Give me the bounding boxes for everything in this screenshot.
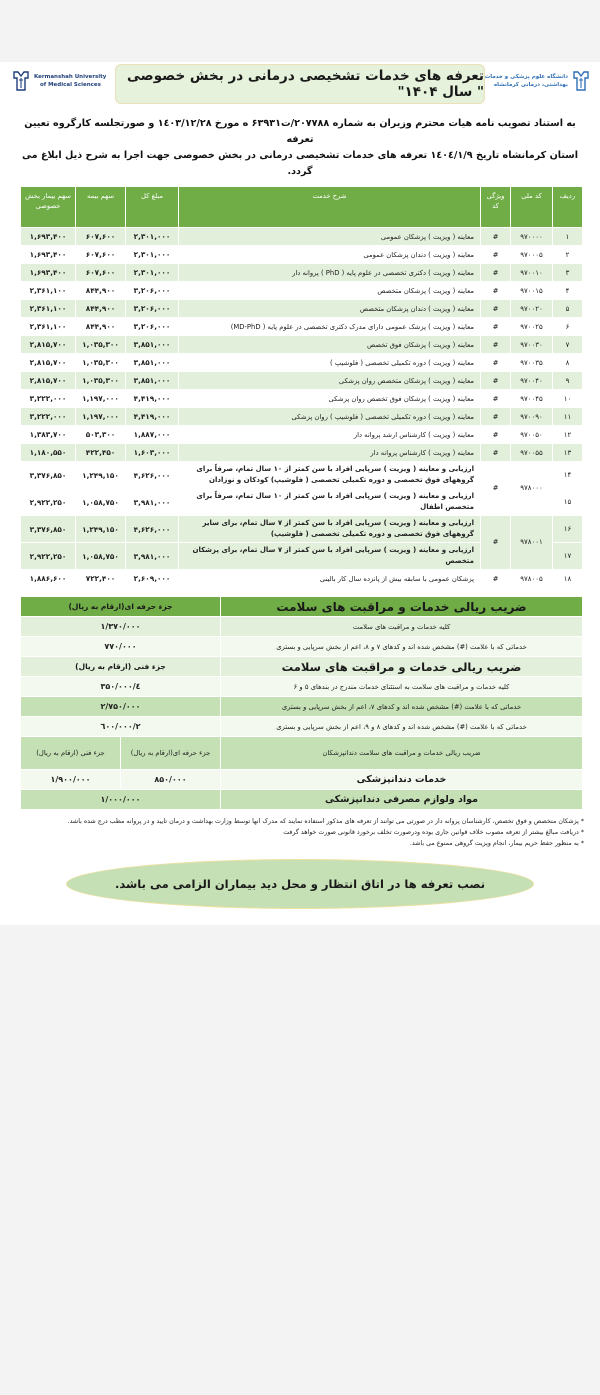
code-feature: # [481, 300, 511, 318]
service-description: ارزیابی و معاینه ( ویزیت ) سرپایی افراد با سن کمتر از ۱۰ سال تمام، صرفاً برای گروههای فوق تخصصی و دوره تکمیلی تخصصی ( فلوشیپ) کودکان و نوزادان [179, 462, 481, 489]
service-description: معاینه ( ویزیت ) پزشکان متخصص روان پزشکی [179, 372, 481, 390]
national-code: ۹۷۰۰۵۰ [511, 426, 553, 444]
page-title: تعرفه های خدمات تشخیصی درمانی در بخش خصوصی " سال ۱۴۰۴" [127, 68, 484, 100]
patient-share: ۳,۲۲۲,۰۰۰ [21, 408, 76, 426]
table-row [21, 408, 583, 426]
coef-desc: خدماتی که با علامت (#) مشخص شده اند و کدهای ۷، اعم از بخش سرپایی و بستری [221, 697, 583, 717]
national-code: ۹۷۰۰۹۰ [511, 408, 553, 426]
coef-value: ٤/۳۵۰/۰۰۰ [21, 677, 221, 697]
row-number: ۱۶ [553, 516, 583, 543]
national-code: ۹۷۰۰۱۵ [511, 282, 553, 300]
code-feature: # [481, 372, 511, 390]
table-row [21, 300, 583, 318]
total-amount: ۳,۸۵۱,۰۰۰ [126, 354, 179, 372]
patient-share: ۱,۸۸۶,۶۰۰ [21, 570, 76, 588]
row-number: ۴ [553, 282, 583, 300]
total-amount: ۱,۸۸۷,۰۰۰ [126, 426, 179, 444]
total-amount: ۴,۶۲۶,۰۰۰ [126, 462, 179, 489]
coef-section1-header [21, 597, 583, 617]
patient-share: ۲,۳۶۱,۱۰۰ [21, 300, 76, 318]
coef-desc: خدماتی که با علامت (#) مشخص شده اند و کدهای ۸ و ۹، اعم از بخش سرپایی و بستری [221, 717, 583, 737]
total-amount: ۳,۲۰۶,۰۰۰ [126, 282, 179, 300]
total-amount: ۴,۴۱۹,۰۰۰ [126, 408, 179, 426]
patient-share: ۱,۶۹۳,۴۰۰ [21, 246, 76, 264]
national-code: ۹۷۰۰۴۰ [511, 372, 553, 390]
tariff-sheet [0, 62, 600, 925]
coef-value: ۲/٦۰۰/۰۰۰ [21, 717, 221, 737]
row-number: ۱۴ [553, 462, 583, 489]
coef-row [21, 637, 583, 657]
national-code: ۹۷۸۰۰۵ [511, 570, 553, 588]
coef-section3-header [21, 737, 583, 770]
coef-section3-title: ضریب ریالی خدمات و مراقبت های سلامت دندانپزشکان [221, 737, 583, 770]
table-row [21, 570, 583, 588]
table-row [21, 390, 583, 408]
row-number: ۱۳ [553, 444, 583, 462]
service-description: معاینه ( ویزیت ) پزشکان فوق تخصص روان پزشکی [179, 390, 481, 408]
coef-section2-header [21, 657, 583, 677]
service-description: معاینه ( ویزیت ) پزشکان فوق تخصص [179, 336, 481, 354]
col-header-code-feature: ویژگی کد [481, 187, 511, 228]
note-item: * دریافت مبالغ بیشتر از تعرفه مصوب خلاف قوانین جاری بوده ودرصورت تخلف برخورد قانونی صورت خواهد گرفت [283, 829, 584, 836]
service-description: معاینه ( ویزیت ) دوره تکمیلی تخصصی ( فلوشیپ ) روان پزشکی [179, 408, 481, 426]
logo-right-line1: دانشگاه علوم پزشکی و خدمات [484, 74, 568, 80]
row-number: ۱۷ [553, 543, 583, 570]
coef-section2-title: ضریب ریالی خدمات و مراقبت های سلامت [221, 657, 583, 677]
row-number: ۱۰ [553, 390, 583, 408]
service-description: معاینه ( ویزیت ) پزشکان متخصص [179, 282, 481, 300]
row-number: ۷ [553, 336, 583, 354]
service-description: معاینه ( ویزیت ) کارشناس ارشد پروانه دار [179, 426, 481, 444]
insurance-share: ۱,۰۳۵,۳۰۰ [76, 372, 126, 390]
patient-share: ۳,۲۲۲,۰۰۰ [21, 390, 76, 408]
insurance-share: ۶۰۷,۶۰۰ [76, 264, 126, 282]
service-description: معاینه ( ویزیت ) دکتری تخصصی در علوم پایه ( PhD ) پروانه دار [179, 264, 481, 282]
row-number: ۳ [553, 264, 583, 282]
row-number: ۱۸ [553, 570, 583, 588]
logo-left-line1: Kermanshah University [34, 74, 107, 80]
total-amount: ۳,۸۵۱,۰۰۰ [126, 336, 179, 354]
patient-share: ۲,۹۲۲,۲۵۰ [21, 543, 76, 570]
col-header-row: ردیف [553, 187, 583, 228]
insurance-share: ۱,۰۳۵,۳۰۰ [76, 336, 126, 354]
insurance-share: ۱,۱۹۷,۰۰۰ [76, 390, 126, 408]
coef-row [21, 717, 583, 737]
intro-line-1: به استناد تصویب نامه هیات محترم وزیران به شماره ۲۰۷۷۸۸/ت۶۳۹۳۱ ه مورخ ۱٤۰۳/۱۲/۲۸ و صورتجلسه کارگروه تعیین تعرفه [24, 118, 576, 145]
code-feature: # [481, 462, 511, 516]
notice-banner-text: نصب تعرفه ها در اتاق انتظار و محل دید بیماران الزامی می باشد. [114, 877, 486, 891]
row-number: ۱ [553, 228, 583, 246]
total-amount: ۳,۹۸۱,۰۰۰ [126, 489, 179, 516]
total-amount: ۲,۳۰۱,۰۰۰ [126, 228, 179, 246]
intro-paragraph [14, 116, 586, 180]
insurance-share: ۸۴۴,۹۰۰ [76, 282, 126, 300]
insurance-share: ۱,۲۴۹,۱۵۰ [76, 516, 126, 543]
table-row [21, 516, 583, 543]
insurance-share: ۱,۲۴۹,۱۵۰ [76, 462, 126, 489]
patient-share: ۳,۳۷۶,۸۵۰ [21, 462, 76, 489]
patient-share: ۲,۹۲۲,۲۵۰ [21, 489, 76, 516]
insurance-share: ۶۰۷,۶۰۰ [76, 228, 126, 246]
code-feature: # [481, 408, 511, 426]
table-row [21, 282, 583, 300]
coef-value: ۱/۳۷۰/۰۰۰ [21, 617, 221, 637]
col-header-patient-share: سهم بیمار بخش خصوصی [21, 187, 76, 228]
table-row [21, 444, 583, 462]
national-code: ۹۷۰۰۰۰ [511, 228, 553, 246]
code-feature: # [481, 426, 511, 444]
insurance-share: ۸۴۴,۹۰۰ [76, 318, 126, 336]
patient-share: ۲,۸۱۵,۷۰۰ [21, 336, 76, 354]
dental-materials-label: مواد ولوازم مصرفی دندانپزشکی [221, 790, 583, 810]
patient-share: ۲,۳۶۱,۱۰۰ [21, 282, 76, 300]
page-header [0, 62, 600, 108]
service-description: معاینه ( ویزیت ) دندان پزشکان متخصص [179, 300, 481, 318]
table-row [21, 228, 583, 246]
coefficient-table [20, 596, 583, 810]
table-row [21, 264, 583, 282]
code-feature: # [481, 246, 511, 264]
coef-row [21, 617, 583, 637]
national-code: ۹۷۸۰۰۰ [511, 462, 553, 516]
table-row [21, 354, 583, 372]
table-row [21, 336, 583, 354]
patient-share: ۱,۶۹۳,۴۰۰ [21, 228, 76, 246]
patient-share: ۲,۸۱۵,۷۰۰ [21, 372, 76, 390]
total-amount: ۱,۶۰۳,۰۰۰ [126, 444, 179, 462]
table-row [21, 318, 583, 336]
coef-section3-technical-header: جزء فنی (ارقام به ریال) [21, 737, 121, 770]
code-feature: # [481, 516, 511, 570]
insurance-share: ۶۰۷,۶۰۰ [76, 246, 126, 264]
col-header-description: شرح خدمت [179, 187, 481, 228]
row-number: ۱۲ [553, 426, 583, 444]
row-number: ۸ [553, 354, 583, 372]
note-item: * به منظور حفظ حریم بیمار، انجام ویزیت گروهی ممنوع می باشد. [409, 840, 584, 847]
service-description: معاینه ( ویزیت ) دندان پزشکان عمومی [179, 246, 481, 264]
code-feature: # [481, 444, 511, 462]
service-description: معاینه ( ویزیت ) کارشناس پروانه دار [179, 444, 481, 462]
row-number: ۶ [553, 318, 583, 336]
coef-value: ۲/۷۵۰/۰۰۰ [21, 697, 221, 717]
patient-share: ۱,۳۸۳,۷۰۰ [21, 426, 76, 444]
total-amount: ۲,۶۰۹,۰۰۰ [126, 570, 179, 588]
row-number: ۹ [553, 372, 583, 390]
insurance-share: ۱,۰۵۸,۷۵۰ [76, 543, 126, 570]
service-description: پزشکان عمومی با سابقه بیش از پانزده سال کار بالینی [179, 570, 481, 588]
col-header-insurance-share: سهم بیمه [76, 187, 126, 228]
table-row [21, 246, 583, 264]
table-row [21, 372, 583, 390]
service-description: معاینه ( ویزیت ) پزشک عمومی دارای مدرک دکتری تخصصی در علوم پایه ( MD-PhD) [179, 318, 481, 336]
table-row [21, 462, 583, 489]
coef-row-dental [21, 770, 583, 790]
national-code: ۹۷۰۰۲۰ [511, 300, 553, 318]
insurance-share: ۸۴۴,۹۰۰ [76, 300, 126, 318]
row-number: ۱۱ [553, 408, 583, 426]
total-amount: ۳,۲۰۶,۰۰۰ [126, 300, 179, 318]
dental-technical-value: ۱/۹۰۰/۰۰۰ [21, 770, 121, 790]
service-description: ارزیابی و معاینه ( ویزیت ) سرپایی افراد با سن کمتر از ۷ سال تمام، برای پزشکان متخصص [179, 543, 481, 570]
intro-line-2: استان کرمانشاه تاریخ ۱٤۰٤/۱/۹ تعرفه های خدمات تشخیصی درمانی در بخش خصوصی جهت اجرا به شرح ذیل ابلاغ می گردد. [21, 150, 579, 177]
total-amount: ۲,۳۰۱,۰۰۰ [126, 246, 179, 264]
code-feature: # [481, 264, 511, 282]
coef-desc: خدماتی که با علامت (#) مشخص شده اند و کدهای ۷ و ۸، اعم از بخش سرپایی و بستری [221, 637, 583, 657]
total-amount: ۴,۶۲۶,۰۰۰ [126, 516, 179, 543]
coef-section1-title: ضریب ریالی خدمات و مراقبت های سلامت [221, 597, 583, 617]
logo-right-line2: بهداشتی، درمانی کرمانشاه [493, 82, 568, 88]
national-code: ۹۷۰۰۱۰ [511, 264, 553, 282]
service-description: معاینه ( ویزیت ) پزشکان عمومی [179, 228, 481, 246]
coef-section1-value-header: جزء حرفه ای(ارقام به ریال) [21, 597, 221, 617]
notice-banner [66, 859, 534, 909]
coef-value: ۷۷۰/۰۰۰ [21, 637, 221, 657]
national-code: ۹۷۸۰۰۱ [511, 516, 553, 570]
coef-section2-value-header: جزء فنی (ارقام به ریال) [21, 657, 221, 677]
note-item: * پزشکان متخصص و فوق تخصص، کارشناسان پروانه دار در صورتی می توانند از تعرفه های مذکور استفاده نمایند که مدرک انها توسط وزارت بهداشت و درمان تایید و در پروانه مطب درج شده باشد. [67, 818, 584, 825]
insurance-share: ۱,۰۳۵,۳۰۰ [76, 354, 126, 372]
national-code: ۹۷۰۰۲۵ [511, 318, 553, 336]
insurance-share: ۱,۱۹۷,۰۰۰ [76, 408, 126, 426]
logo-left-line2: of Medical Sciences [40, 82, 101, 88]
coef-row [21, 697, 583, 717]
insurance-share: ۱,۰۵۸,۷۵۰ [76, 489, 126, 516]
university-emblem-icon [572, 70, 590, 92]
total-amount: ۳,۹۸۱,۰۰۰ [126, 543, 179, 570]
coef-desc: کلیه خدمات و مراقبت های سلامت [221, 617, 583, 637]
patient-share: ۲,۳۶۱,۱۰۰ [21, 318, 76, 336]
insurance-share: ۵۰۳,۳۰۰ [76, 426, 126, 444]
service-description: ارزیابی و معاینه ( ویزیت ) سرپایی افراد با سن کمتر از ۷ سال تمام، برای سایر گروههای فوق تخصصی و دوره تکمیلی تخصصی ( فلوشیپ) [179, 516, 481, 543]
table-row [21, 426, 583, 444]
code-feature: # [481, 282, 511, 300]
logo-kermanshah-english [12, 70, 106, 92]
col-header-total: مبلغ کل [126, 187, 179, 228]
service-description: ارزیابی و معاینه ( ویزیت ) سرپایی افراد با سن کمتر از ۱۰ سال تمام، صرفاً برای متخصص اطفال [179, 489, 481, 516]
total-amount: ۴,۴۱۹,۰۰۰ [126, 390, 179, 408]
national-code: ۹۷۰۰۳۰ [511, 336, 553, 354]
national-code: ۹۷۰۰۳۵ [511, 354, 553, 372]
patient-share: ۳,۳۷۶,۸۵۰ [21, 516, 76, 543]
tariff-table [20, 186, 583, 588]
coef-row-dental-materials [21, 790, 583, 810]
total-amount: ۲,۳۰۱,۰۰۰ [126, 264, 179, 282]
code-feature: # [481, 318, 511, 336]
coef-section3-professional-header: جزء حرفه ای(ارقام به ریال) [121, 737, 221, 770]
row-number: ۲ [553, 246, 583, 264]
coef-row [21, 677, 583, 697]
total-amount: ۳,۸۵۱,۰۰۰ [126, 372, 179, 390]
insurance-share: ۴۲۲,۴۵۰ [76, 444, 126, 462]
patient-share: ۲,۸۱۵,۷۰۰ [21, 354, 76, 372]
row-number: ۱۵ [553, 489, 583, 516]
tariff-table-header [21, 187, 583, 228]
national-code: ۹۷۰۰۵۵ [511, 444, 553, 462]
code-feature: # [481, 336, 511, 354]
national-code: ۹۷۰۰۰۵ [511, 246, 553, 264]
coef-desc: کلیه خدمات و مراقبت های سلامت به استثنای خدمات مندرج در بندهای ۵ و ۶ [221, 677, 583, 697]
total-amount: ۳,۲۰۶,۰۰۰ [126, 318, 179, 336]
patient-share: ۱,۶۹۳,۴۰۰ [21, 264, 76, 282]
code-feature: # [481, 228, 511, 246]
national-code: ۹۷۰۰۴۵ [511, 390, 553, 408]
notes-list [18, 816, 584, 849]
code-feature: # [481, 570, 511, 588]
row-number: ۵ [553, 300, 583, 318]
dental-materials-value: ۱/۰۰۰/۰۰۰ [21, 790, 221, 810]
dental-professional-value: ۸۵۰/۰۰۰ [121, 770, 221, 790]
code-feature: # [481, 390, 511, 408]
university-emblem-icon [12, 70, 30, 92]
page-title-box [115, 64, 485, 104]
insurance-share: ۷۲۲,۴۰۰ [76, 570, 126, 588]
dental-services-label: خدمات دندانپزشکی [221, 770, 583, 790]
patient-share: ۱,۱۸۰,۵۵۰ [21, 444, 76, 462]
service-description: معاینه ( ویزیت ) دوره تکمیلی تخصصی ( فلوشیپ ) [179, 354, 481, 372]
logo-kermanshah-persian [485, 70, 590, 92]
col-header-national-code: کد ملی [511, 187, 553, 228]
code-feature: # [481, 354, 511, 372]
